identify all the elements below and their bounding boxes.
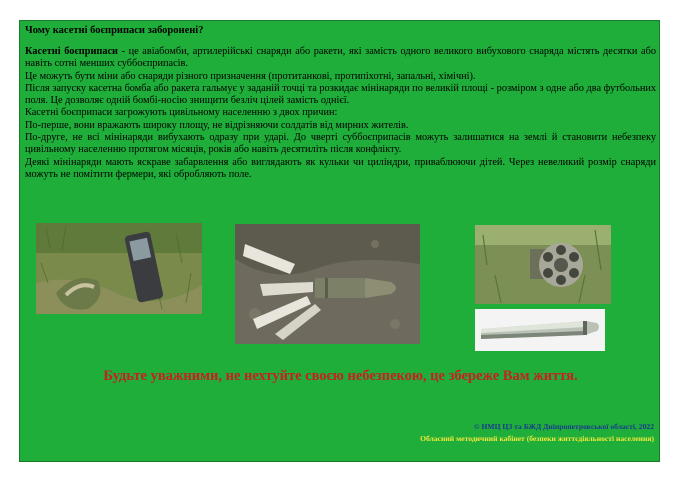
definition-text: - це авіабомби, артилерійські снаряди або ракети, які замість одного великого вибухового снаряда містять десятки або навіть сотні менших суббоєприпасів.: [25, 46, 656, 70]
paragraph-first-reason: По-перше, вони вражають широку площу, не відрізняючи солдатів від мирних жителів.: [25, 119, 409, 131]
paragraph-threat-intro: Касетні боєприпаси загрожують цивільному населенню з двох причин:: [25, 107, 338, 119]
credit-copyright: © НМЦ ЦЗ та БЖД Дніпропетровської області, 2022: [473, 422, 654, 431]
term-bold: Касетні боєприпаси: [25, 46, 118, 57]
paragraph-second-reason: По-друге, не всі мінінаряди вибухають одразу при ударі. До чверті суббоєприпасів можуть залишатися на землі й становити небезпеку цивільному населенню протягом місяців, років або навіть десятиліть після конфлікту.: [25, 132, 656, 156]
info-panel: [19, 20, 660, 462]
paragraph-deployment: Після запуску касетна бомба або ракета гальмує у заданій точці та розкидає мінінаряди по великій площі - розміром з одне або два футбольних поля. Це дозволяє одній бомбі-носію знищити безліч цілей замість однієї.: [25, 82, 656, 107]
credit-office: Обласний методичний кабінет (безпеки життєдіяльності населення): [420, 434, 654, 443]
warning-message: Будьте уважними, не нехтуйте своєю небезпекою, це збереже Вам життя.: [103, 368, 578, 384]
body-text: [25, 46, 656, 181]
photo-submunition-phone: [36, 223, 202, 314]
paragraph-definition: [25, 46, 656, 71]
page-title: Чому касетні боєприпаси заборонені?: [25, 25, 204, 36]
paragraph-children-warning: Деякі мінінаряди мають яскраве забарвлення або виглядають як кульки чи циліндри, приваблюючи дітей. Через невеликий розмір снаряди можуть не помітити фермери, які обробляють поле.: [25, 156, 656, 180]
photo-bomblet-ribbons: [235, 224, 420, 344]
photo-dispenser: [475, 225, 611, 304]
paragraph-types: Це можуть бути міни або снаряди різного призначення (протитанкові, протипіхотні, запальні, хімічні).: [25, 70, 476, 82]
photo-elongated-shell: [475, 309, 605, 351]
